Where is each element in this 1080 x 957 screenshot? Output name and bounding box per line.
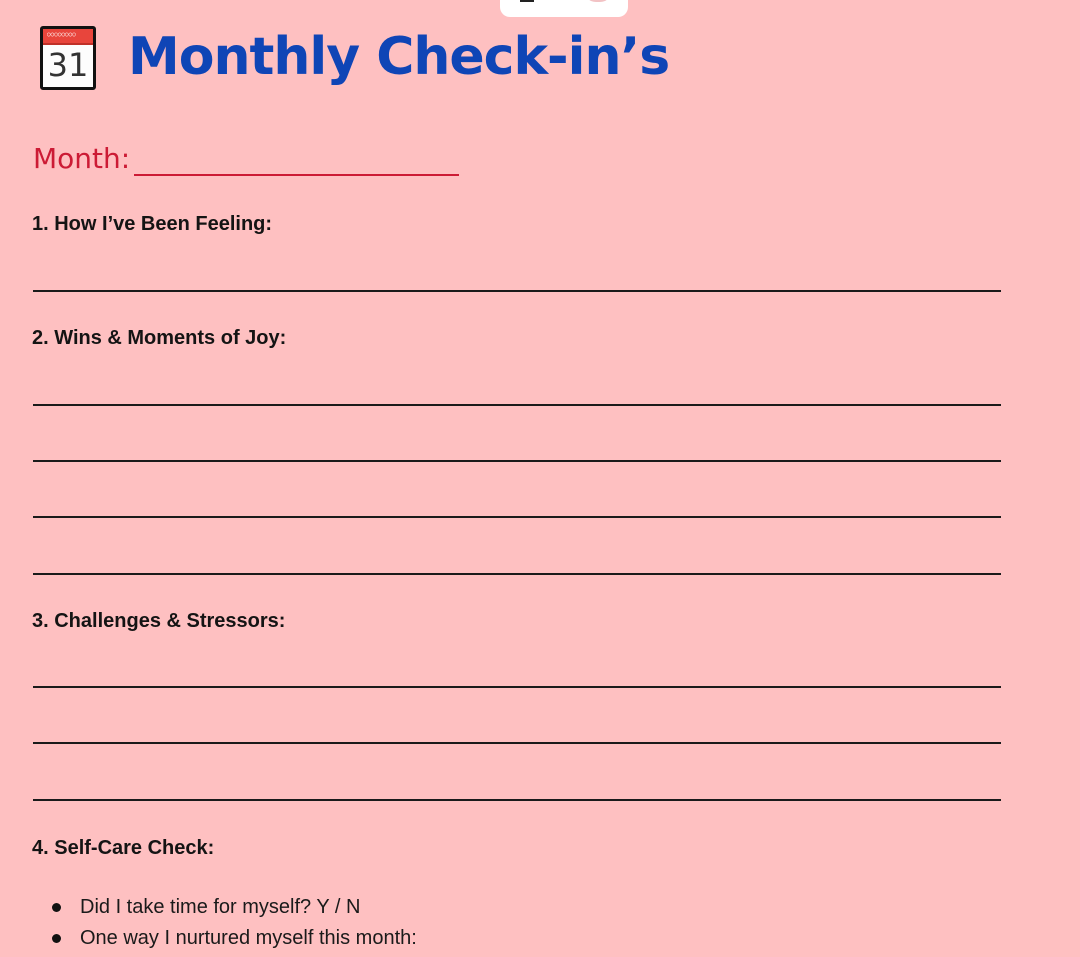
section-heading-challenges: 3. Challenges & Stressors: — [32, 610, 286, 632]
top-tab — [500, 0, 628, 17]
write-line[interactable] — [33, 516, 1001, 518]
month-label: Month: — [33, 142, 131, 175]
bullet-icon — [52, 903, 61, 912]
calendar-icon: ○○○○○○○○ 31 — [40, 26, 96, 90]
write-line[interactable] — [33, 460, 1001, 462]
list-item-text: One way I nurtured myself this month: — [80, 927, 417, 949]
list-item — [50, 892, 417, 923]
toolbar-icon — [520, 0, 534, 2]
write-line[interactable] — [33, 290, 1001, 292]
page-title: Monthly Check-in’s — [128, 27, 670, 87]
write-line[interactable] — [33, 742, 1001, 744]
write-line[interactable] — [33, 573, 1001, 575]
month-write-line[interactable] — [134, 174, 459, 176]
section-heading-wins: 2. Wins & Moments of Joy: — [32, 327, 287, 349]
list-item — [50, 923, 417, 954]
list-item-text: Did I take time for myself? Y / N — [80, 896, 361, 918]
bullet-icon — [52, 934, 61, 943]
write-line[interactable] — [33, 686, 1001, 688]
self-care-list — [50, 892, 417, 954]
write-line[interactable] — [33, 799, 1001, 801]
section-heading-self-care: 4. Self-Care Check: — [32, 837, 215, 859]
toolbar-circle-icon — [584, 0, 612, 2]
section-heading-feeling: 1. How I’ve Been Feeling: — [32, 213, 273, 235]
calendar-number: 31 — [47, 46, 89, 84]
write-line[interactable] — [33, 404, 1001, 406]
